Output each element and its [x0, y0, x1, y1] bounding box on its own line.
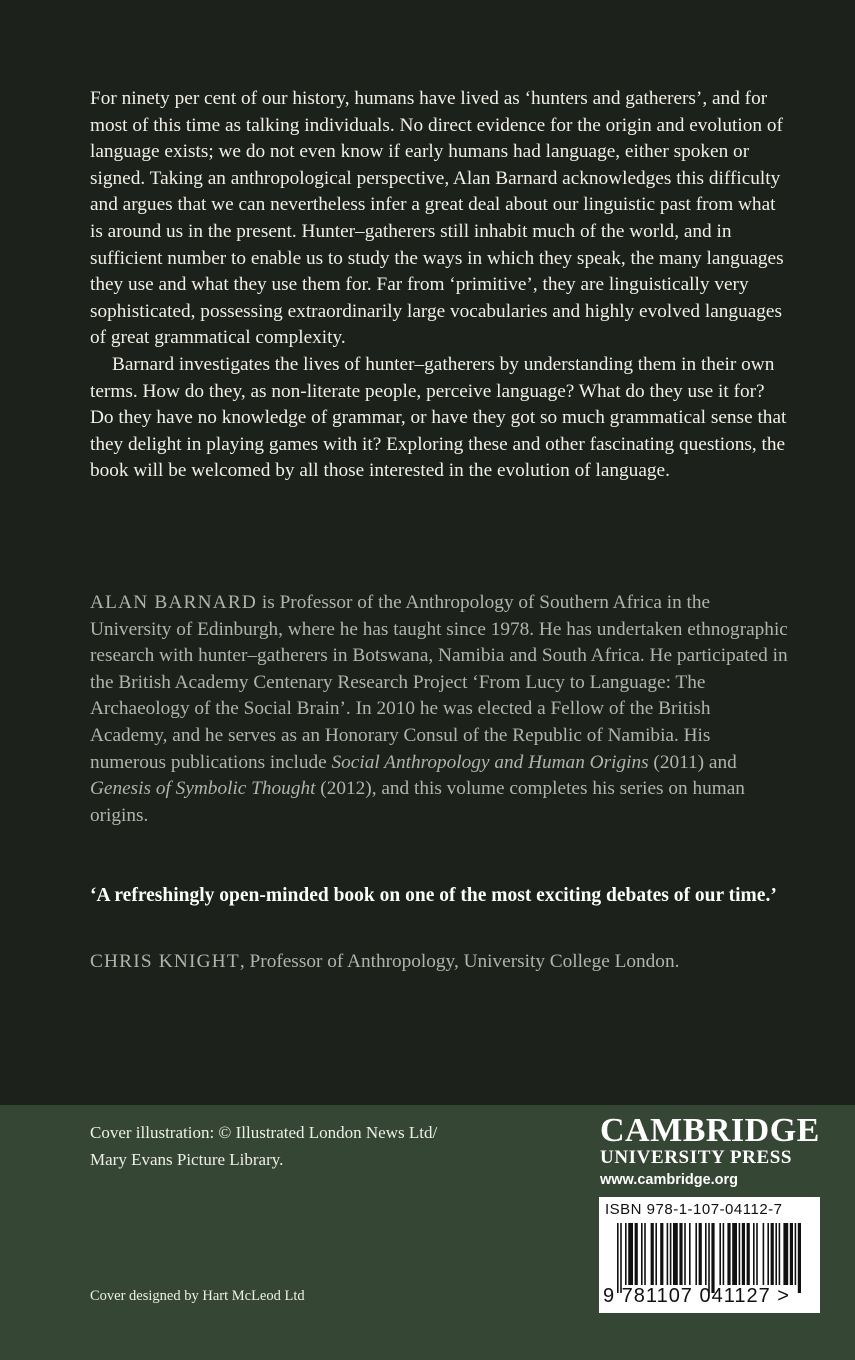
- endorser-name: CHRIS KNIGHT: [90, 951, 240, 972]
- cover-illustration-credit: [90, 1120, 550, 1173]
- credit-line-1: Cover illustration: © Illustrated London News Ltd/: [90, 1123, 438, 1142]
- publisher-url: www.cambridge.org: [600, 1172, 739, 1188]
- blurb-paragraph-1: For ninety per cent of our history, humans have lived as ‘hunters and gatherers’, and for most of this time as talking individuals. No direct evidence for the origin and evolution of language exists; we do not even know if early humans had language, either spoken or signed. Taking an anthropological perspective, Alan Barnard acknowledges this difficulty and argues that we can nevertheless infer a great deal about our linguistic past from what is around us in the present. Hunter–gatherers still inhabit much of the world, and in sufficient number to enable us to study the ways in which they speak, the many languages they use and what they use them for. Far from ‘primitive’, they are linguistically very sophisticated, possessing extraordinarily large vocabularies and highly evolved languages of great grammatical complexity.: [90, 88, 784, 349]
- publisher-logo: [600, 1113, 822, 1188]
- cover-designer-credit: Cover designed by Hart McLeod Ltd: [90, 1288, 305, 1304]
- publisher-press: UNIVERSITY PRESS: [600, 1147, 793, 1168]
- isbn-number: ISBN 978-1-107-04112-7: [605, 1201, 783, 1218]
- credit-line-2: Mary Evans Picture Library.: [90, 1149, 284, 1169]
- bio-title-1: Social Anthropology and Human Origins: [331, 751, 649, 773]
- author-name: ALAN BARNARD: [90, 592, 258, 613]
- bio-text-1: is Professor of the Anthropology of Southern Africa in the University of Edinburgh, where he has taught since 1978. He has undertaken ethnographic research with hunter–gatherers in Botswana, Namibia and South Africa. He participated in the British Academy Centenary Research Project ‘From Lucy to Language: The Archaeology of the Social Brain’. In 2010 he was elected a Fellow of the British Academy, and he serves as an Honorary Consul of the Republic of Namibia. His numerous publications include: [90, 592, 788, 773]
- endorsement-attribution: [90, 949, 790, 976]
- blurb-paragraph-2: Barnard investigates the lives of hunter–gatherers by understanding them in their own terms. How do they, as non-literate people, perceive language? What do they use it for? Do they have no knowledge of grammar, or have they got so much grammatical sense that they delight in playing games with it? Exploring these and other fascinating questions, the book will be welcomed by all those interested in the evolution of language.: [90, 353, 787, 482]
- bio-text-2: (2011) and: [648, 751, 737, 773]
- book-blurb: [90, 86, 790, 485]
- bio-text-3: (2012), and this volume completes his series on human origins.: [90, 778, 745, 826]
- bio-title-2: Genesis of Symbolic Thought: [90, 778, 316, 800]
- ean-digits: 9 781107 041127 >: [603, 1285, 790, 1307]
- isbn-barcode: [599, 1197, 820, 1313]
- publisher-name: CAMBRIDGE: [600, 1112, 820, 1149]
- endorsement-quote: ‘A refreshingly open-minded book on one of the most exciting debates of our time.’: [90, 885, 777, 906]
- endorser-affiliation: , Professor of Anthropology, University College London.: [239, 951, 680, 972]
- author-bio: [90, 590, 790, 829]
